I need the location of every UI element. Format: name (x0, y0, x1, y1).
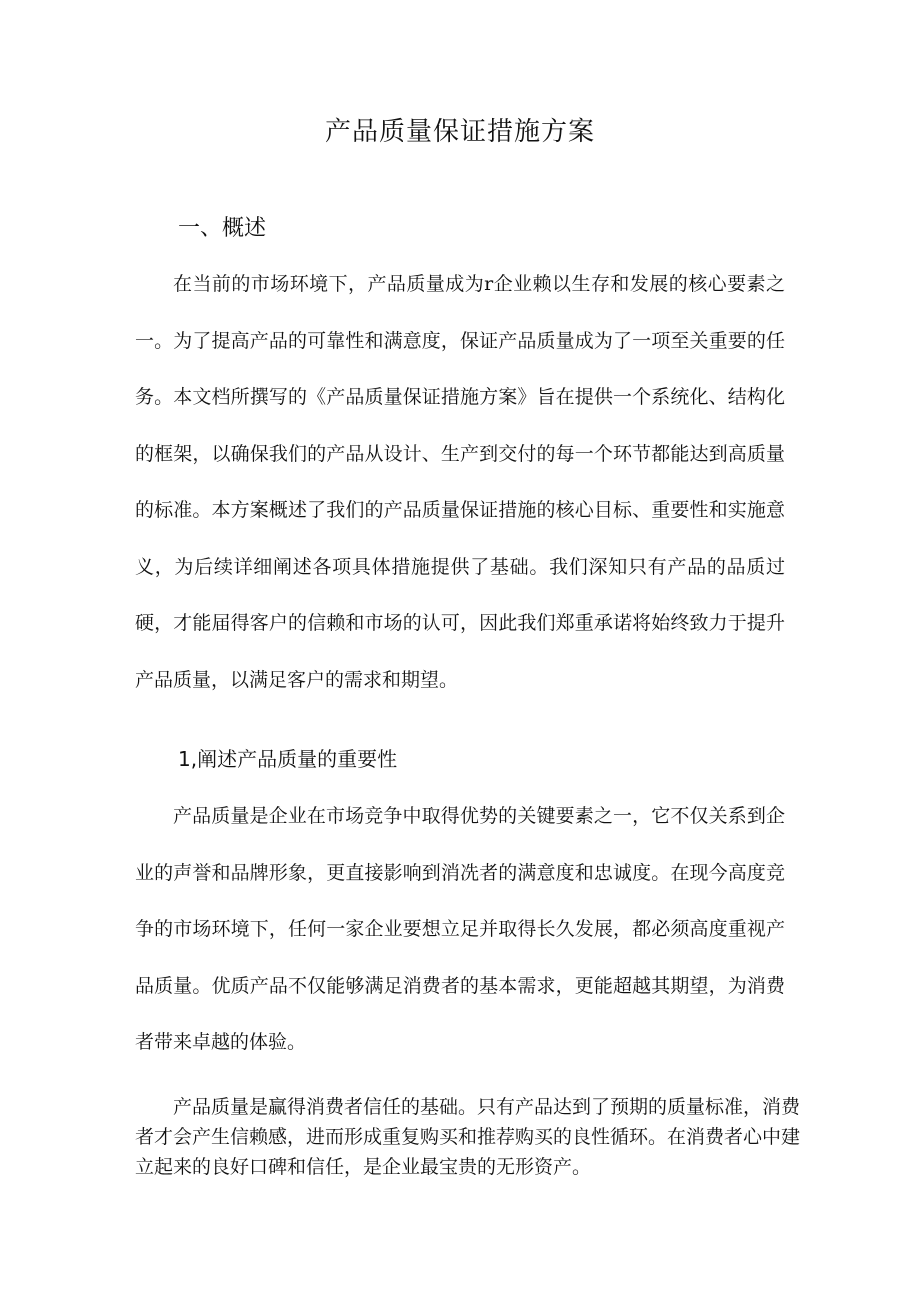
document-title: 产品质量保证措施方案 (324, 117, 595, 147)
importance-paragraph-2: 产品质量是赢得消费者信任的基础。只有产品达到了预期的质量标准，消费者才会产生信赖感，进而形成重复购买和推荐购买的良性循环。在消费者心中建立起来的良好口碑和信任，是企业最宝贵的无形资产。 (135, 1096, 801, 1178)
importance-paragraph-1: 产品质量是企业在市场竞争中取得优势的关键要素之一，它不仅关系到企业的声誉和品牌形象，更直接影响到消冼者的满意度和忠诚度。在现今高度竞争的市场环境下，任何一家企业要想立足并取得长久发展，都必须高度重视产品质量。优质产品不仅能够满足消费者的基本需求，更能超越其期望，为消费者带来卓越的体验。 (135, 805, 785, 1053)
subsection-heading-importance: 1,阐述产品质量的重要性 (178, 747, 398, 771)
overview-paragraph: 在当前的市场环境下，产品质量成为r企业赖以生存和发展的核心要素之一。为了提高产品的可靠性和满意度，保证产品质量成为了一项至关重要的任务。本文档所撰写的《产品质量保证措施方案》旨在提供一个系统化、结构化的框架，以确保我们的产品从设计、生产到交付的每一个环节都能达到高质量的标准。本方案概述了我们的产品质量保证措施的核心目标、重要性和实施意义，为后续详细阐述各项具体措施提供了基础。我们深知只有产品的品质过硬，才能届得客户的信赖和市场的认可，因此我们郑重承诺将始终致力于提升产品质量，以满足客户的需求和期望。 (135, 273, 785, 691)
section-heading-overview: 一、概述 (178, 216, 267, 241)
